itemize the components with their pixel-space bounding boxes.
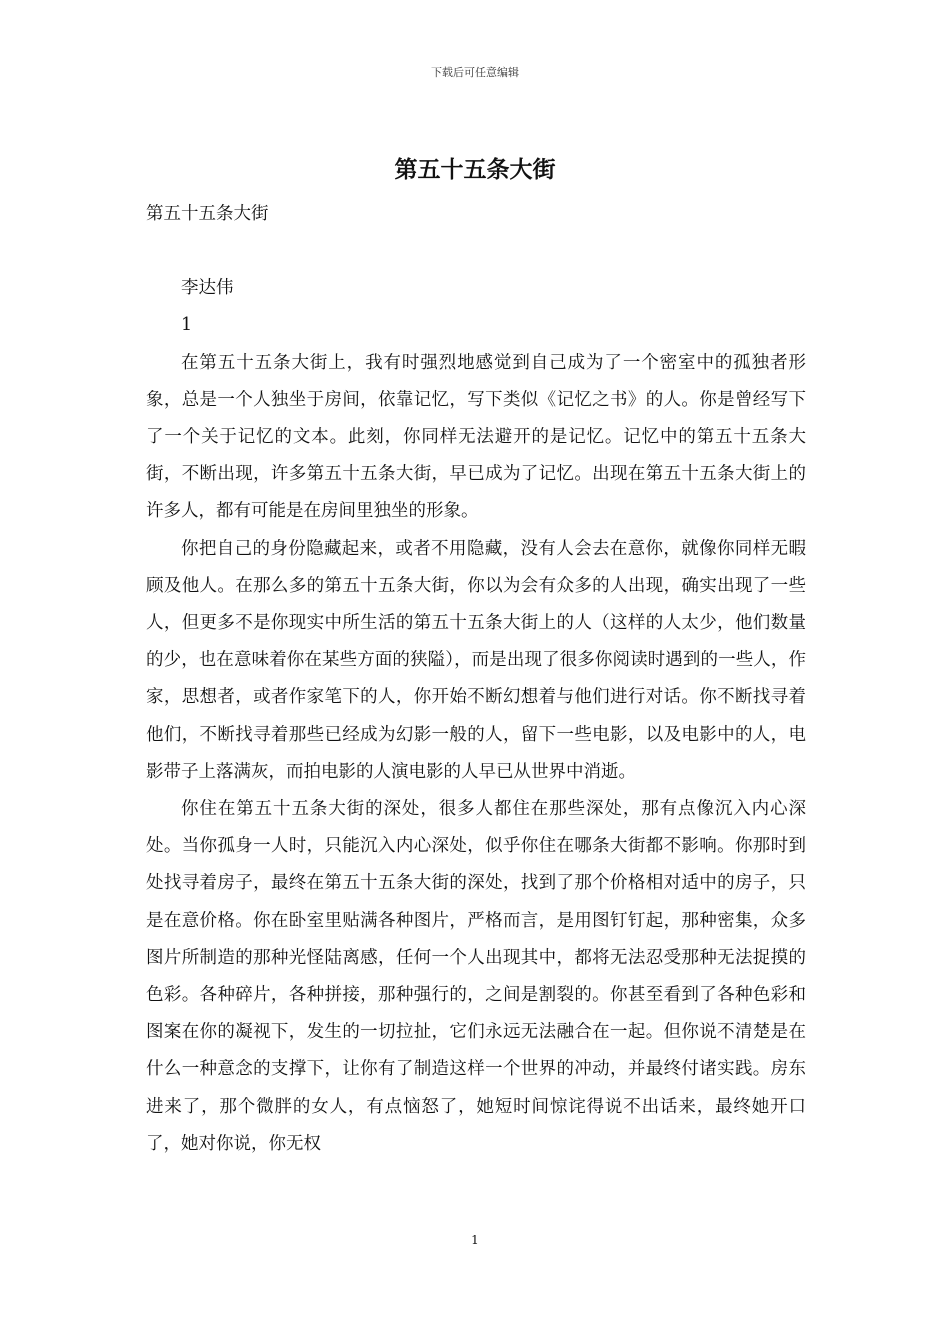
paragraph-2: 你把自己的身份隐藏起来，或者不用隐藏，没有人会去在意你，就像你同样无暇顾及他人。在那么多的第五十五条大街，你以为会有众多的人出现，确实出现了一些人，但更多不是你现实中所生活的第五十五条大街上的人（这样的人太少，他们数量的少，也在意味着你在某些方面的狭隘），而是出现了很多你阅读时遇到的一些人，作家，思想者，或者作家笔下的人，你开始不断幻想着与他们进行对话。你不断找寻着他们，不断找寻着那些已经成为幻影一般的人，留下一些电影，以及电影中的人，电影带子上落满灰，而拍电影的人演电影的人早已从世界中消逝。 [146,538,806,782]
document-title: 第五十五条大街 [394,157,556,183]
page-number: 1 [471,1233,479,1247]
paragraph-3: 你住在第五十五条大街的深处，很多人都住在那些深处，那有点像沉入内心深处。当你孤身一人时，只能沉入内心深处，似乎你住在哪条大街都不影响。你那时到处找寻着房子，最终在第五十五条大街的深处，找到了那个价格相对适中的房子，只是在意价格。你在卧室里贴满各种图片，严格而言，是用图钉钉起，那种密集，众多图片所制造的那种光怪陆离感，任何一个人出现其中，都将无法忍受那种无法捉摸的色彩。各种碎片，各种拼接，那种强行的，之间是割裂的。你甚至看到了各种色彩和图案在你的凝视下，发生的一切拉扯，它们永远无法融合在一起。但你说不清楚是在什么一种意念的支撑下，让你有了制造这样一个世界的冲动，并最终付诸实践。房东进来了，那个微胖的女人，有点恼怒了，她短时间惊诧得说不出话来，最终她开口了，她对你说，你无权 [146,799,806,1154]
document-body [146,196,806,1163]
section-number: 1 [181,315,193,336]
document-subtitle: 第五十五条大街 [146,204,269,224]
page-header-note: 下载后可任意编辑 [431,66,519,79]
author-name: 李达伟 [181,278,234,299]
paragraph-1: 在第五十五条大街上，我有时强烈地感觉到自己成为了一个密室中的孤独者形象，总是一个人独坐于房间，依靠记忆，写下类似《记忆之书》的人。你是曾经写下了一个关于记忆的文本。此刻，你同样无法避开的是记忆。记忆中的第五十五条大街，不断出现，许多第五十五条大街，早已成为了记忆。出现在第五十五条大街上的许多人，都有可能是在房间里独坐的形象。 [146,352,806,522]
